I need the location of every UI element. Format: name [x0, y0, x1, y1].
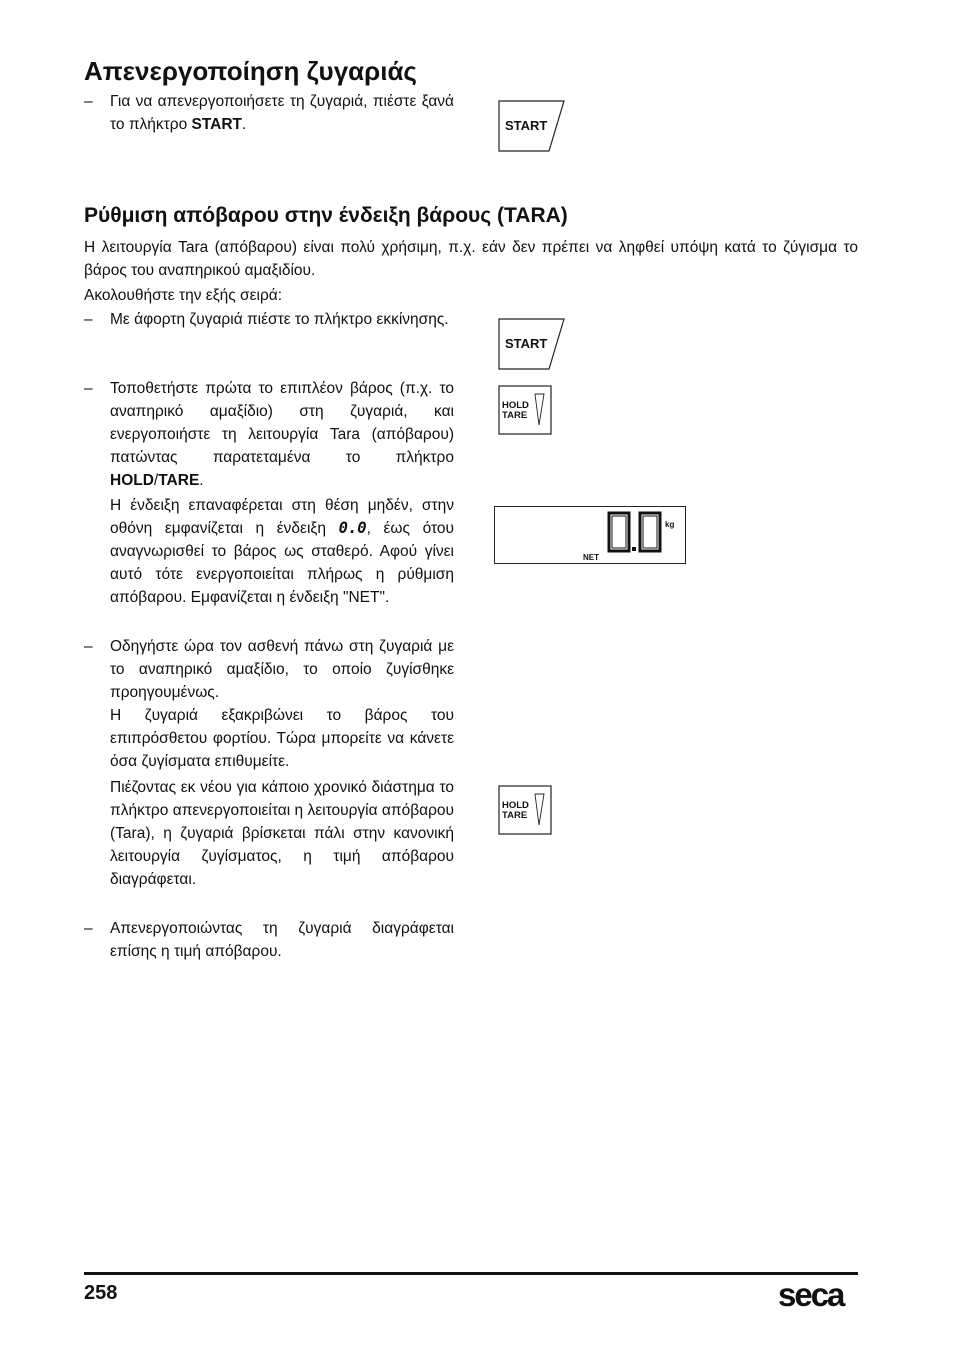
display-unit: kg	[665, 520, 675, 529]
page-number: 258	[84, 1282, 118, 1304]
scale-display	[494, 506, 686, 564]
intro-paragraph: Η λειτουργία Tara (απόβαρου) είναι πολύ χρήσιμη, π.χ. εάν δεν πρέπει να ληφθεί υπόψη κατά το ζύγισμα το βάρος του αναπηρικού αμαξιδίου.	[84, 239, 858, 279]
step3-sub-text: Η ζυγαριά εξακριβώνει το βάρος του επιπρόσθετου φορτίου. Τώρα μπορείτε να κάνετε όσα ζυγίσματα επιθυμείτε.	[110, 707, 454, 770]
list-item-text: Οδηγήστε ώρα τον ασθενή πάνω στη ζυγαριά με το αναπηρικό αμαξίδιο, το οποίο ζυγίσθηκε προηγουμένως.	[110, 638, 454, 701]
list-item-text: Με άφορτη ζυγαριά πιέστε το πλήκτρο εκκίνησης.	[110, 311, 449, 328]
step3-sub-text: Πιέζοντας εκ νέου για κάποιο χρονικό διάστημα το πλήκτρο απενεργοποιείται η λειτουργία απόβαρου (Tara), η ζυγαριά βρίσκεται πάλι στην κανονική λειτουργία ζυγίσματος, η τιμή απόβαρου διαγράφεται.	[110, 779, 454, 888]
hold-tare-key-icon	[498, 785, 554, 842]
brand-logo: seca	[778, 1276, 844, 1313]
list-item-text: Απενεργοποιώντας τη ζυγαριά διαγράφεται επίσης η τιμή απόβαρου.	[110, 920, 454, 960]
key-name-start: START	[191, 116, 243, 133]
tare-key-label: TARE	[502, 410, 528, 421]
key-name-tare: TARE	[158, 472, 200, 489]
list-item	[84, 90, 454, 136]
list-item: – Οδηγήστε ώρα τον ασθενή πάνω στη ζυγαριά με το αναπηρικό αμαξίδιο, το οποίο ζυγίσθηκε προηγουμένως.	[84, 635, 454, 704]
start-key-label: START	[505, 118, 548, 133]
hold-key-label: HOLD	[502, 800, 529, 811]
start-key-icon	[498, 318, 566, 375]
hold-key-label: HOLD	[502, 400, 529, 411]
display-net-indicator: NET	[583, 553, 599, 562]
footer-rule	[84, 1272, 858, 1275]
tare-key-label: TARE	[502, 810, 528, 821]
list-item: – Απενεργοποιώντας τη ζυγαριά διαγράφεται επίσης η τιμή απόβαρου.	[84, 917, 454, 963]
start-key-label: START	[505, 336, 548, 351]
hold-tare-key-icon	[498, 385, 554, 442]
list-item-text: Για να απενεργοποιήσετε τη ζυγαριά, πιέστε ξανά το πλήκτρο START.	[110, 93, 454, 133]
start-key-icon	[498, 100, 566, 157]
sequence-paragraph: Ακολουθήστε την εξής σειρά:	[84, 287, 283, 304]
list-item: – Τοποθετήστε πρώτα το επιπλέον βάρος (π.χ. το αναπηρικό αμαξίδιο) στη ζυγαριά, και ενεργοποιήστε τη λειτουργία Tara (απόβαρου) πατώντας παρατεταμένα το πλήκτρο HOLD/TARE.	[84, 377, 454, 492]
step2-sub-text: Η ένδειξη επαναφέρεται στη θέση μηδέν, στην οθόνη εμφανίζεται η ένδειξη 0.0, έως ότου αναγνωρισθεί το βάρος ως σταθερό. Αφού γίνει αυτό τότε ενεργοποιείται πλήρως η ρύθμιση απόβαρου. Εμφανίζεται η ένδειξη "NET".	[110, 497, 454, 606]
section-title-tara: Ρύθμιση απόβαρου στην ένδειξη βάρους (TARA)	[84, 204, 568, 227]
list-item-text: Τοποθετήστε πρώτα το επιπλέον βάρος (π.χ. το αναπηρικό αμαξίδιο) στη ζυγαριά, και ενεργοποιήστε τη λειτουργία Tara (απόβαρου) πατώντας παρατεταμένα το πλήκτρο HOLD/TARE.	[110, 380, 454, 489]
display-zero-symbol: 0.0	[338, 519, 367, 537]
key-name-hold: HOLD	[110, 472, 154, 489]
section-title-shutdown: Απενεργοποίηση ζυγαριάς	[84, 56, 417, 86]
list-dash: –	[84, 93, 93, 110]
list-item: – Με άφορτη ζυγαριά πιέστε το πλήκτρο εκκίνησης.	[84, 308, 454, 331]
